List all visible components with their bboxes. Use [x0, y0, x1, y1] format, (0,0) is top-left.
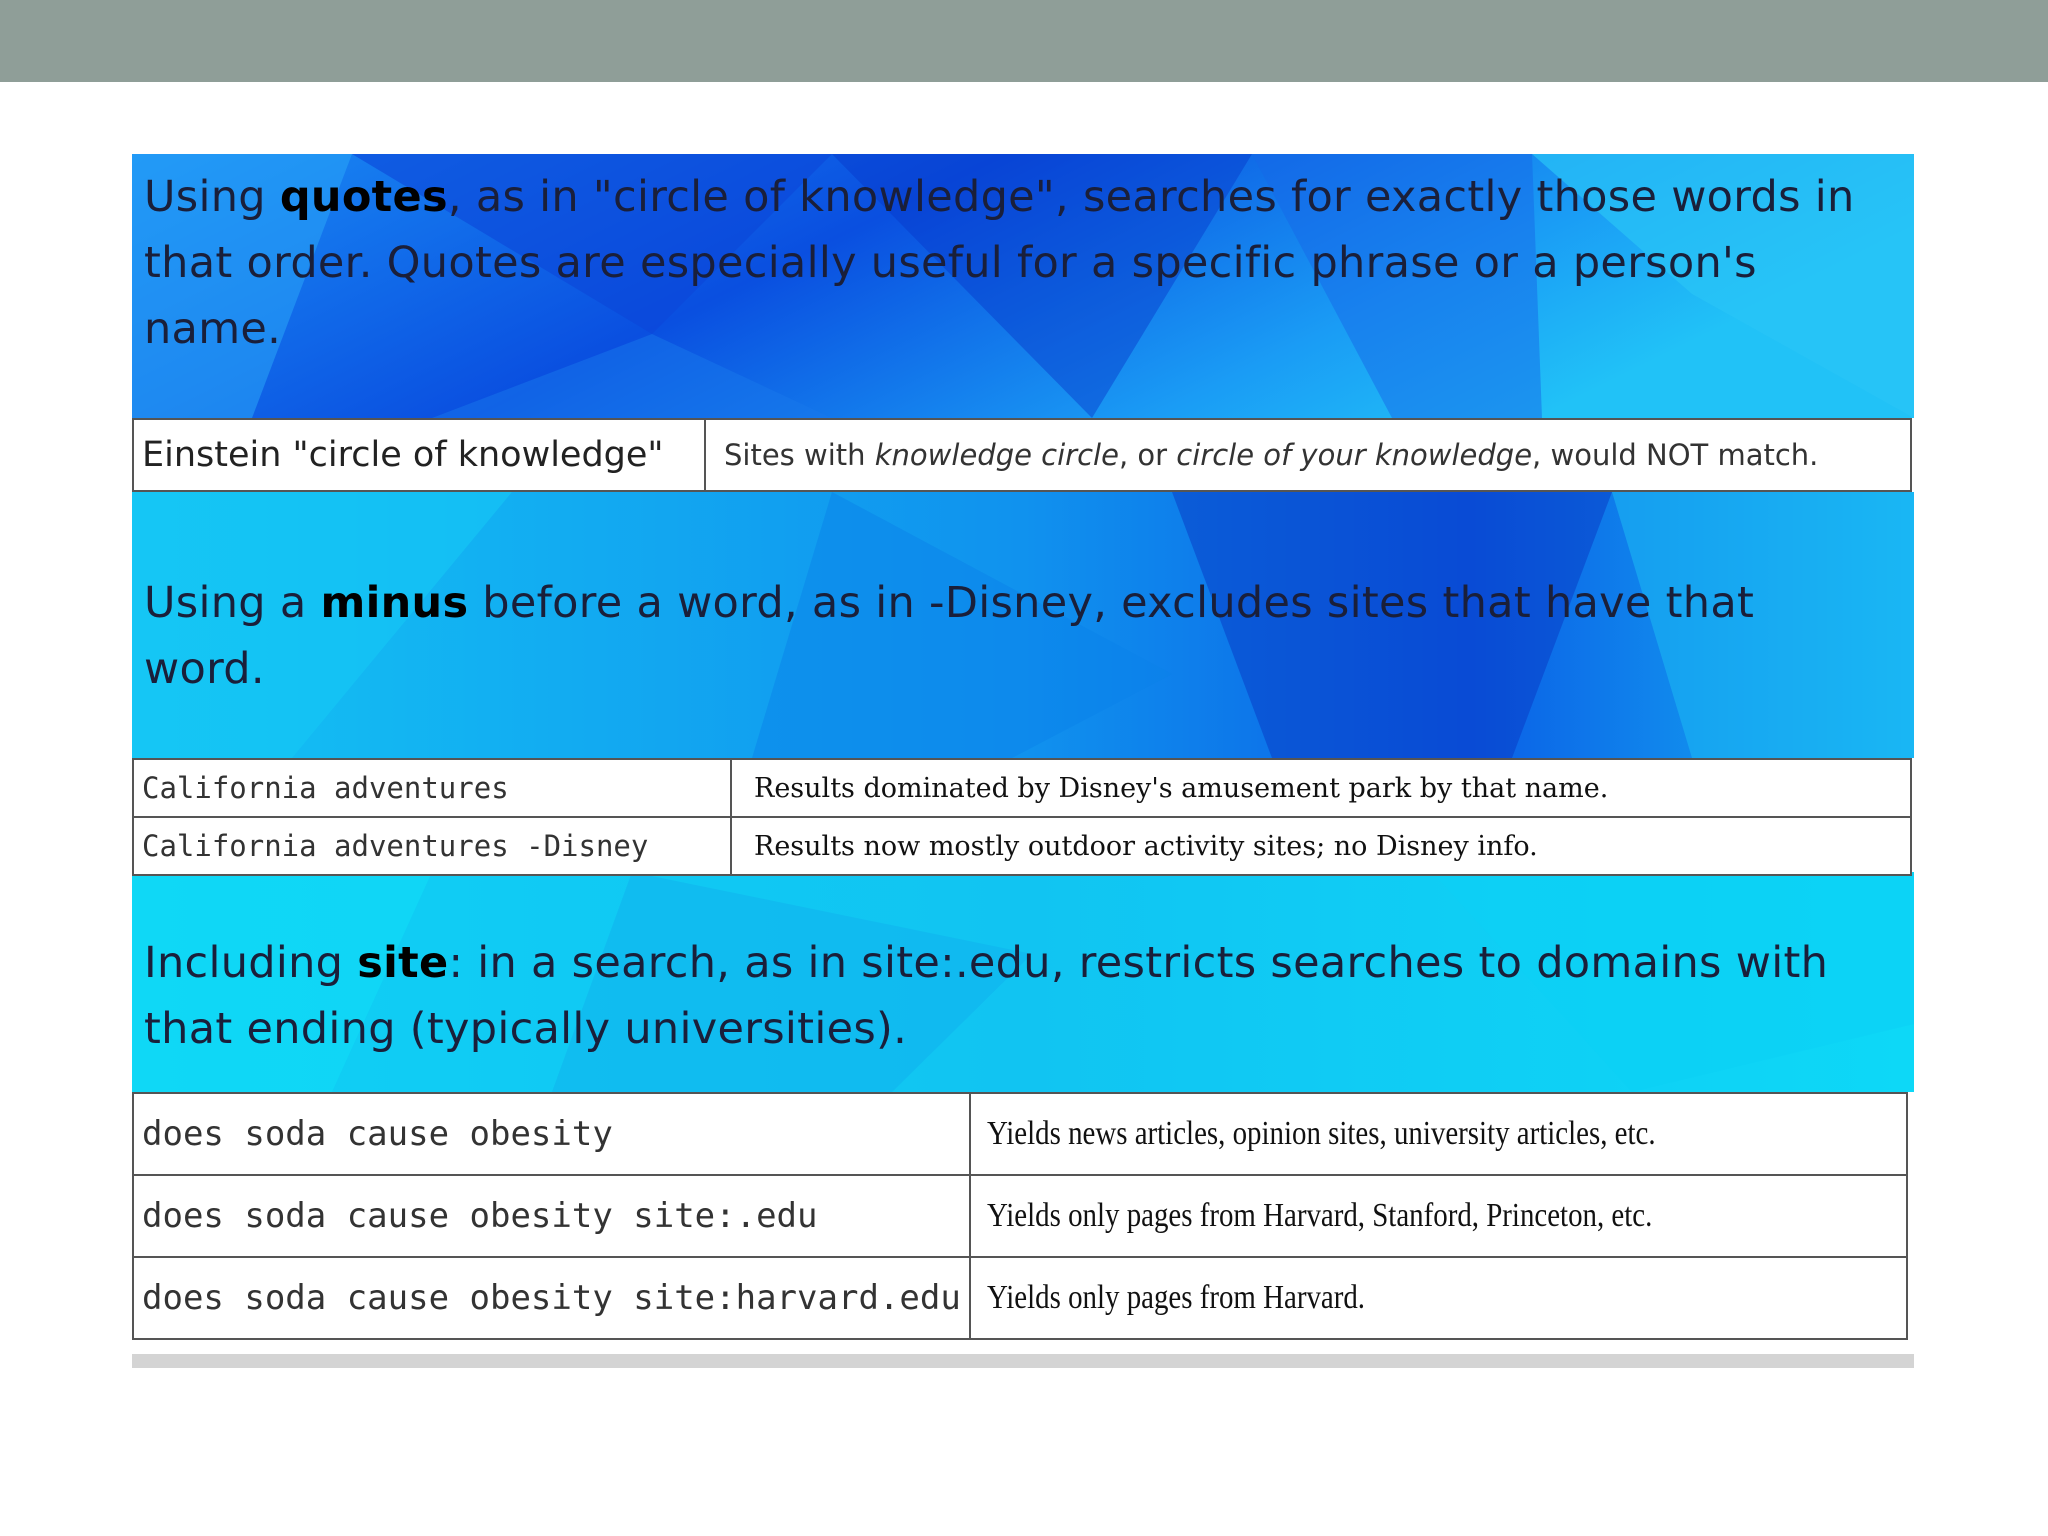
slide-content	[132, 154, 1914, 1368]
example-result: Results now mostly outdoor activity sites; no Disney info.	[731, 817, 1911, 875]
example-result: Yields only pages from Harvard, Stanford, Princeton, etc.	[970, 1175, 1907, 1257]
table-row	[133, 1257, 1907, 1339]
quotes-text-post: , as in "circle of knowledge", searches for exactly those words in that order. Quotes are especially useful for a specific phrase or a person's name.	[144, 172, 1855, 354]
example-query: California adventures	[133, 759, 731, 817]
example-query: does soda cause obesity	[133, 1093, 970, 1175]
example-result: Sites with knowledge circle, or circle of your knowledge, would NOT match.	[705, 419, 1911, 491]
quotes-explanation	[144, 164, 1904, 362]
minus-text-pre: Using a	[144, 578, 321, 628]
site-keyword: site	[357, 938, 449, 988]
example-result: Yields only pages from Harvard.	[970, 1257, 1907, 1339]
slide-header-bar	[0, 0, 2048, 82]
table-row	[133, 1175, 1907, 1257]
example-result: Results dominated by Disney's amusement park by that name.	[731, 759, 1911, 817]
quotes-keyword: quotes	[279, 172, 448, 222]
example-result: Yields news articles, opinion sites, university articles, etc.	[970, 1093, 1907, 1175]
table-row	[133, 419, 1911, 491]
example-query: does soda cause obesity site:.edu	[133, 1175, 970, 1257]
minus-keyword: minus	[320, 578, 469, 628]
example-query: Einstein "circle of knowledge"	[133, 419, 705, 491]
site-explanation	[144, 930, 1904, 1062]
example-query: California adventures -Disney	[133, 817, 731, 875]
content-bottom-edge	[132, 1354, 1914, 1368]
quotes-example-table	[132, 418, 1912, 492]
site-text-pre: Including	[144, 938, 358, 988]
minus-example-table	[132, 758, 1912, 876]
minus-text-post: before a word, as in -Disney, excludes sites that have that word.	[144, 578, 1755, 694]
minus-explanation	[144, 570, 1844, 702]
quotes-text-pre: Using	[144, 172, 280, 222]
table-row	[133, 759, 1911, 817]
table-row	[133, 1093, 1907, 1175]
site-text-post: : in a search, as in site:.edu, restricts searches to domains with that ending (typically universities).	[144, 938, 1829, 1054]
table-row	[133, 817, 1911, 875]
site-example-table	[132, 1092, 1908, 1340]
example-query: does soda cause obesity site:harvard.edu	[133, 1257, 970, 1339]
